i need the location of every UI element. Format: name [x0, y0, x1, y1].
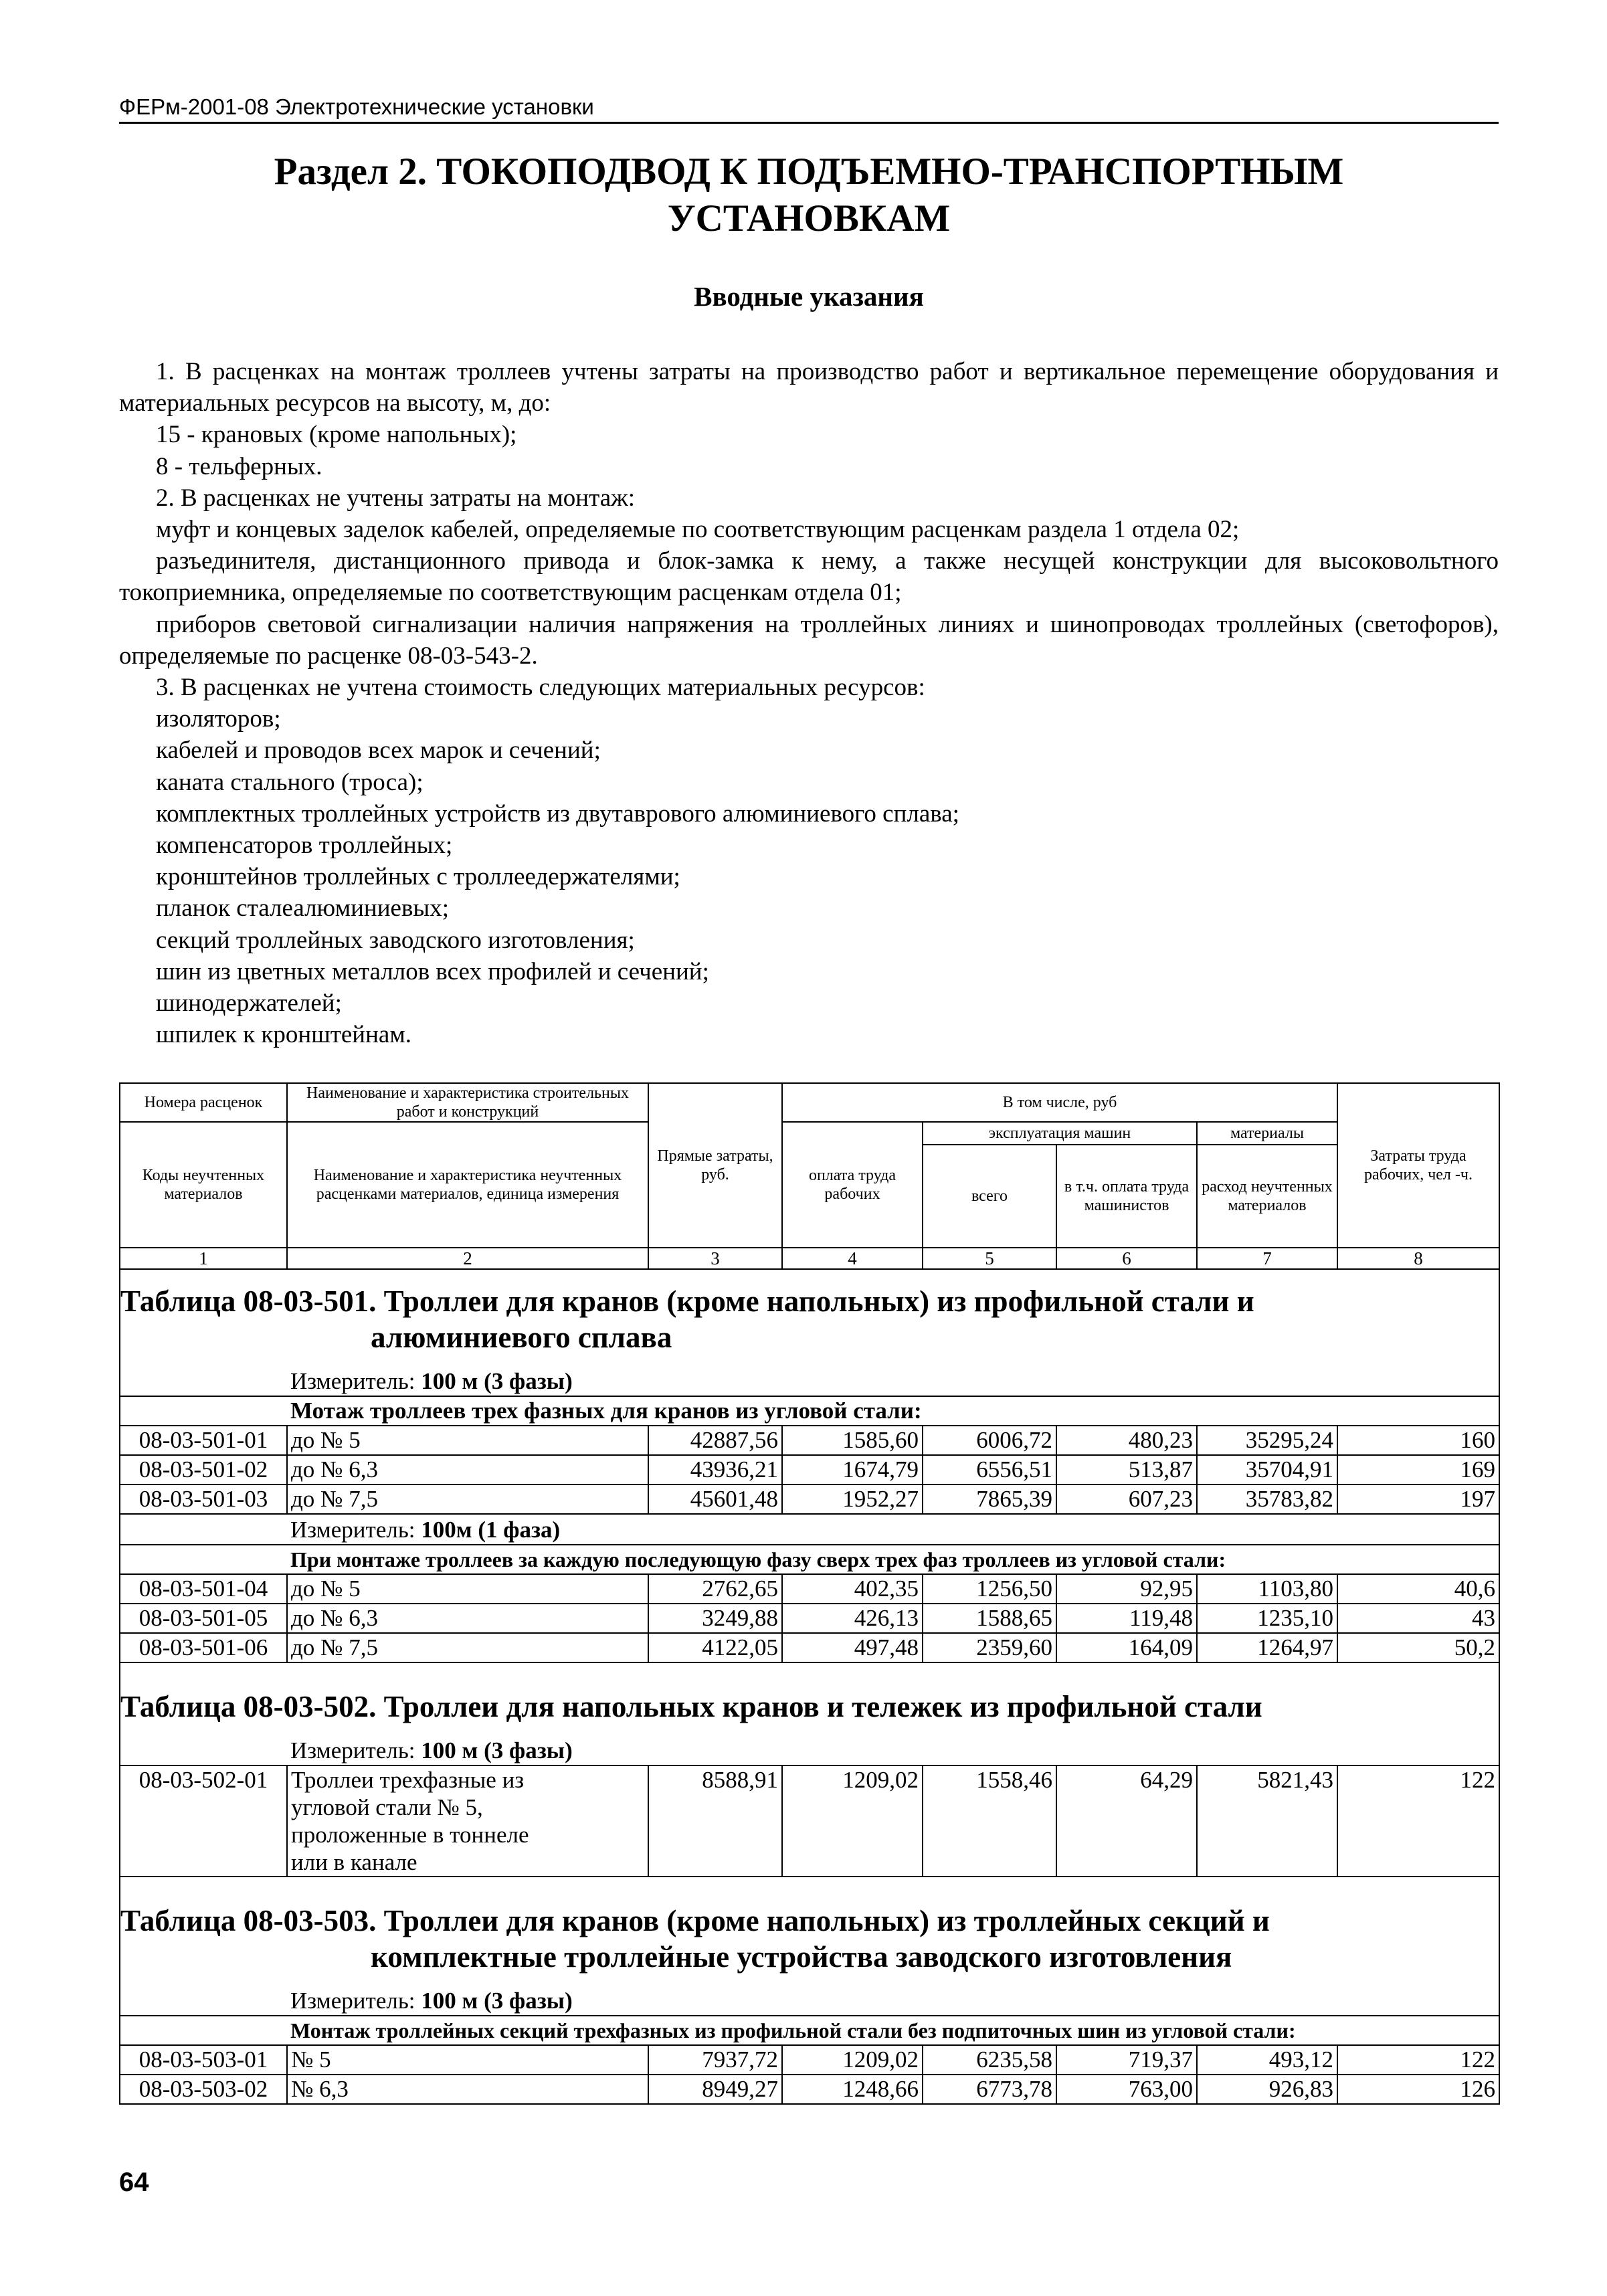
- intro-paragraph: 15 - крановых (кроме напольных);: [156, 421, 517, 449]
- section-title-line-2: УСТАНОВКАМ: [667, 197, 951, 240]
- materials: 1235,10: [1197, 1604, 1337, 1633]
- intro-list-item: планок сталеалюминиевых;: [156, 894, 450, 923]
- rate-code: 08-03-501-03: [120, 1485, 287, 1514]
- direct-costs: 7937,72: [648, 2045, 782, 2075]
- table-row: [120, 2045, 1499, 2075]
- table-row: [120, 1455, 1499, 1485]
- labor-hours: 40,6: [1337, 1574, 1499, 1604]
- intro-paragraph: 8 - тельферных.: [156, 452, 322, 480]
- table-503-title-line-1: Таблица 08-03-503. Троллеи для кранов (кроме напольных) из троллейных секций и: [120, 1904, 1270, 1937]
- intro-paragraph: 1. В расценках на монтаж троллеев учтены затраты на производство работ и вертикальное перемещение оборудования и материальных ресурсов на высоту, м, до:: [119, 358, 1499, 417]
- table-501-title-line-2: алюминиевого сплава: [371, 1321, 672, 1354]
- intro-list-item: шинодержателей;: [156, 989, 342, 1018]
- worker-pay: 1585,60: [782, 1426, 923, 1455]
- rate-name: до № 5: [287, 1426, 648, 1455]
- driver-pay: 763,00: [1056, 2075, 1197, 2104]
- rate-code: 08-03-501-02: [120, 1455, 287, 1485]
- direct-costs: 42887,56: [648, 1426, 782, 1455]
- materials: 1264,97: [1197, 1633, 1337, 1662]
- table-header: [119, 1082, 1500, 1270]
- table-502-title: [120, 1662, 1499, 1735]
- rate-code: 08-03-503-02: [120, 2075, 287, 2104]
- labor-hours: 169: [1337, 1455, 1499, 1485]
- materials: 35783,82: [1197, 1485, 1337, 1514]
- worker-pay: 1209,02: [782, 2045, 923, 2075]
- intro-paragraph: 2. В расценках не учтены затраты на монтаж:: [156, 484, 635, 512]
- column-number: 5: [923, 1248, 1056, 1269]
- materials: 493,12: [1197, 2045, 1337, 2075]
- header-work-name: Наименование и характеристика строительных работ и конструкций: [287, 1083, 648, 1122]
- running-header: ФЕРм-2001-08 Электротехнические установки: [119, 94, 1499, 124]
- materials: 35295,24: [1197, 1426, 1337, 1455]
- rate-code: 08-03-501-01: [120, 1426, 287, 1455]
- rate-code: 08-03-503-01: [120, 2045, 287, 2075]
- rate-name: № 5: [287, 2045, 648, 2075]
- intro-list-item: кабелей и проводов всех марок и сечений;: [156, 737, 601, 765]
- column-number: 1: [120, 1248, 287, 1269]
- direct-costs: 8588,91: [648, 1765, 782, 1877]
- subsection-heading: Мотаж троллеев трех фазных для кранов из угловой стали:: [287, 1396, 1499, 1426]
- header-driver-pay: в т.ч. оплата труда машинистов: [1056, 1145, 1197, 1248]
- header-machines: эксплуатация машин: [923, 1122, 1197, 1145]
- subsection-heading: При монтаже троллеев за каждую последующую фазу сверх трех фаз троллеев из угловой стали:: [287, 1545, 1499, 1574]
- column-number: 8: [1337, 1248, 1499, 1269]
- labor-hours: 126: [1337, 2075, 1499, 2104]
- intro-paragraph: 3. В расценках не учтена стоимость следующих материальных ресурсов:: [156, 674, 925, 702]
- machines-total: 1558,46: [923, 1765, 1056, 1877]
- table-501-title-line-1: Таблица 08-03-501. Троллеи для кранов (кроме напольных) из профильной стали и: [120, 1284, 1254, 1318]
- header-material-consumption: расход неучтенных материалов: [1197, 1145, 1337, 1248]
- column-number: 7: [1197, 1248, 1337, 1269]
- header-including: В том числе, руб: [782, 1083, 1337, 1122]
- column-number: 4: [782, 1248, 923, 1269]
- intro-list-item: компенсаторов троллейных;: [156, 832, 453, 860]
- table-503-title: [120, 1877, 1499, 1986]
- machines-total: 6773,78: [923, 2075, 1056, 2104]
- direct-costs: 2762,65: [648, 1574, 782, 1604]
- labor-hours: 122: [1337, 2045, 1499, 2075]
- intro-list-item: каната стального (троса);: [156, 768, 423, 796]
- intro-list-item: секций троллейных заводского изготовления;: [156, 926, 635, 954]
- direct-costs: 45601,48: [648, 1485, 782, 1514]
- machines-total: 6006,72: [923, 1426, 1056, 1455]
- header-material-codes: Коды неучтенных материалов: [120, 1122, 287, 1248]
- rate-name: до № 7,5: [287, 1485, 648, 1514]
- worker-pay: 497,48: [782, 1633, 923, 1662]
- header-worker-pay: оплата труда рабочих: [782, 1122, 923, 1248]
- header-material-name: Наименование и характеристика неучтенных расценками материалов, единица измерения: [287, 1122, 648, 1248]
- labor-hours: 50,2: [1337, 1633, 1499, 1662]
- materials: 1103,80: [1197, 1574, 1337, 1604]
- worker-pay: 426,13: [782, 1604, 923, 1633]
- column-number: 6: [1056, 1248, 1197, 1269]
- driver-pay: 607,23: [1056, 1485, 1197, 1514]
- labor-hours: 122: [1337, 1765, 1499, 1877]
- unit-label: Измеритель:: [290, 1517, 421, 1543]
- rate-name: до № 6,3: [287, 1604, 648, 1633]
- section-title-line-1: Раздел 2. ТОКОПОДВОД К ПОДЪЕМНО-ТРАНСПОРТНЫМ: [274, 151, 1344, 193]
- column-number: 2: [287, 1248, 648, 1269]
- driver-pay: 480,23: [1056, 1426, 1197, 1455]
- machines-total: 2359,60: [923, 1633, 1056, 1662]
- driver-pay: 719,37: [1056, 2045, 1197, 2075]
- machines-total: 7865,39: [923, 1485, 1056, 1514]
- header-rate-numbers: Номера расценок: [120, 1083, 287, 1122]
- intro-text: [119, 356, 1499, 1050]
- worker-pay: 1674,79: [782, 1455, 923, 1485]
- rate-name: до № 6,3: [287, 1455, 648, 1485]
- rate-name: Троллеи трехфазные из угловой стали № 5, проложенные в тоннеле или в канале: [287, 1765, 648, 1877]
- intro-list-item: комплектных троллейных устройств из двутаврового алюминиевого сплава;: [156, 799, 959, 828]
- header-direct-costs: Прямые затраты, руб.: [648, 1083, 782, 1248]
- rate-code: 08-03-502-01: [120, 1765, 287, 1877]
- worker-pay: 402,35: [782, 1574, 923, 1604]
- intro-list-item: шин из цветных металлов всех профилей и сечений;: [156, 957, 709, 985]
- driver-pay: 513,87: [1056, 1455, 1197, 1485]
- unit-value: 100 м (3 фазы): [421, 1737, 573, 1763]
- labor-hours: 160: [1337, 1426, 1499, 1455]
- page-number: 64: [119, 2168, 149, 2197]
- rate-name: до № 5: [287, 1574, 648, 1604]
- direct-costs: 43936,21: [648, 1455, 782, 1485]
- table-row: [120, 1633, 1499, 1662]
- direct-costs: 4122,05: [648, 1633, 782, 1662]
- header-labor-hours: Затраты труда рабочих, чел -ч.: [1337, 1083, 1499, 1248]
- intro-paragraph: муфт и концевых заделок кабелей, определяемые по соответствующим расценкам раздела 1 отдела 02;: [156, 516, 1240, 544]
- table-row: [120, 1574, 1499, 1604]
- column-number: 3: [648, 1248, 782, 1269]
- machines-total: 1256,50: [923, 1574, 1056, 1604]
- rate-code: 08-03-501-04: [120, 1574, 287, 1604]
- intro-list-item: изоляторов;: [156, 705, 281, 733]
- rates-table: [119, 1258, 1500, 2105]
- driver-pay: 119,48: [1056, 1604, 1197, 1633]
- materials: 35704,91: [1197, 1455, 1337, 1485]
- table-row: [120, 1485, 1499, 1514]
- worker-pay: 1952,27: [782, 1485, 923, 1514]
- intro-list-item: шпилек к кронштейнам.: [156, 1021, 411, 1049]
- rate-code: 08-03-501-05: [120, 1604, 287, 1633]
- unit-value: 100 м (3 фазы): [421, 1368, 573, 1394]
- machines-total: 6556,51: [923, 1455, 1056, 1485]
- materials: 5821,43: [1197, 1765, 1337, 1877]
- unit-value: 100м (1 фаза): [421, 1517, 561, 1543]
- machines-total: 6235,58: [923, 2045, 1056, 2075]
- unit-label: Измеритель:: [290, 1988, 421, 2014]
- intro-list-item: кронштейнов троллейных с троллеедержателями;: [156, 863, 680, 891]
- table-row: [120, 1604, 1499, 1633]
- intro-paragraph: приборов световой сигнализации наличия напряжения на троллейных линиях и шинопроводах троллейных (светофоров), определяемые по расценке 08-03-543-2.: [119, 610, 1499, 670]
- header-machines-total: всего: [923, 1145, 1056, 1248]
- direct-costs: 3249,88: [648, 1604, 782, 1633]
- unit-label: Измеритель:: [290, 1737, 421, 1763]
- intro-paragraph: разъединителя, дистанционного привода и блок-замка к нему, а также несущей конструкции для высоковольтного токоприемника, определяемые по соответствующим расценкам отдела 01;: [119, 547, 1499, 607]
- table-row: [120, 1765, 1499, 1877]
- direct-costs: 8949,27: [648, 2075, 782, 2104]
- table-502-title-line-1: Таблица 08-03-502. Троллеи для напольных кранов и тележек из профильной стали: [120, 1690, 1262, 1723]
- header-materials: материалы: [1197, 1122, 1337, 1145]
- worker-pay: 1209,02: [782, 1765, 923, 1877]
- rate-name: до № 7,5: [287, 1633, 648, 1662]
- table-row: [120, 1426, 1499, 1455]
- worker-pay: 1248,66: [782, 2075, 923, 2104]
- driver-pay: 92,95: [1056, 1574, 1197, 1604]
- intro-title: Вводные указания: [694, 281, 924, 312]
- section-title: [119, 149, 1499, 242]
- table-row: [120, 2075, 1499, 2104]
- subsection-heading: Монтаж троллейных секций трехфазных из профильной стали без подпиточных шин из угловой стали:: [287, 2016, 1499, 2045]
- labor-hours: 197: [1337, 1485, 1499, 1514]
- table-503-title-line-2: комплектные троллейные устройства заводского изготовления: [371, 1940, 1232, 1974]
- machines-total: 1588,65: [923, 1604, 1056, 1633]
- unit-value: 100 м (3 фазы): [421, 1988, 573, 2014]
- driver-pay: 64,29: [1056, 1765, 1197, 1877]
- driver-pay: 164,09: [1056, 1633, 1197, 1662]
- table-501-title: [120, 1258, 1499, 1366]
- unit-label: Измеритель:: [290, 1368, 421, 1394]
- labor-hours: 43: [1337, 1604, 1499, 1633]
- rate-name: № 6,3: [287, 2075, 648, 2104]
- rate-code: 08-03-501-06: [120, 1633, 287, 1662]
- materials: 926,83: [1197, 2075, 1337, 2104]
